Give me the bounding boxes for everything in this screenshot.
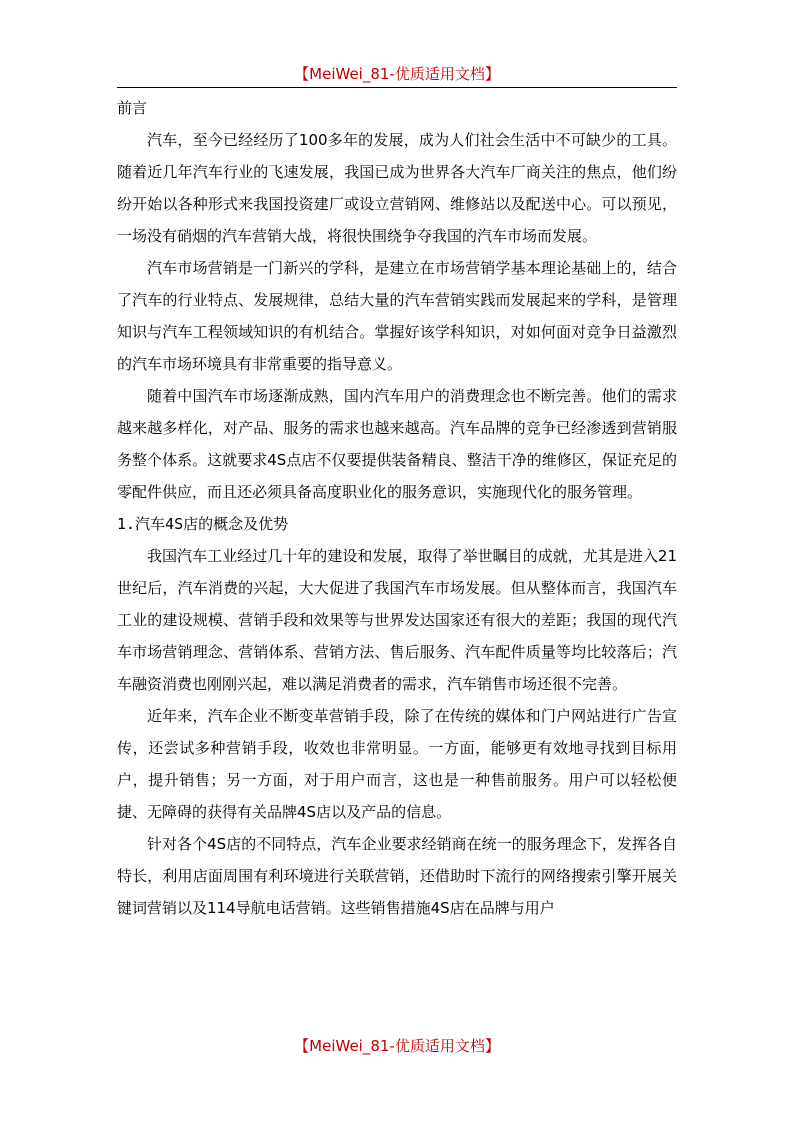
page-footer: 【MeiWei_81-优质适用文档】	[294, 1037, 500, 1055]
header-rule	[117, 87, 677, 88]
document-body	[117, 92, 677, 924]
preface-paragraph-1: 汽车，至今已经经历了100多年的发展，成为人们社会生活中不可缺少的工具。随着近几年汽车行业的飞速发展，我国已成为世界各大汽车厂商关注的焦点，他们纷纷开始以各种形式来我国投资建厂或设立营销网、维修站以及配送中心。可以预见，一场没有硝烟的汽车营销大战，将很快围绕争夺我国的汽车市场而发展。	[117, 131, 677, 245]
section-1-paragraph-2: 近年来，汽车企业不断变革营销手段，除了在传统的媒体和门户网站进行广告宣传，还尝试多种营销手段，收效也非常明显。一方面，能够更有效地寻找到目标用户，提升销售；另一方面，对于用户而言，这也是一种售前服务。用户可以轻松便捷、无障碍的获得有关品牌4S店以及产品的信息。	[117, 707, 677, 821]
section-1-heading: 1.汽车4S店的概念及优势	[117, 515, 289, 533]
section-1-paragraph-1: 我国汽车工业经过几十年的建设和发展，取得了举世瞩目的成就，尤其是进入21世纪后，汽车消费的兴起，大大促进了我国汽车市场发展。但从整体而言，我国汽车工业的建设规模、营销手段和效果等与世界发达国家还有很大的差距；我国的现代汽车市场营销理念、营销体系、营销方法、售后服务、汽车配件质量等均比较落后；汽车融资消费也刚刚兴起，难以满足消费者的需求，汽车销售市场还很不完善。	[117, 547, 677, 693]
section-1-paragraph-3: 针对各个4S店的不同特点，汽车企业要求经销商在统一的服务理念下，发挥各自特长，利用店面周围有利环境进行关联营销，还借助时下流行的网络搜索引擎开展关键词营销以及114导航电话营销。这些销售措施4S店在品牌与用户	[117, 835, 677, 917]
page-header: 【MeiWei_81-优质适用文档】	[294, 65, 500, 83]
preface-title: 前言	[117, 99, 148, 117]
preface-paragraph-3: 随着中国汽车市场逐渐成熟，国内汽车用户的消费理念也不断完善。他们的需求越来越多样化，对产品、服务的需求也越来越高。汽车品牌的竞争已经渗透到营销服务整个体系。这就要求4S点店不仅要提供装备精良、整洁干净的维修区，保证充足的零配件供应，而且还必须具备高度职业化的服务意识，实施现代化的服务管理。	[117, 387, 677, 501]
preface-paragraph-2: 汽车市场营销是一门新兴的学科，是建立在市场营销学基本理论基础上的，结合了汽车的行业特点、发展规律，总结大量的汽车营销实践而发展起来的学科，是管理知识与汽车工程领域知识的有机结合。掌握好该学科知识，对如何面对竞争日益激烈的汽车市场环境具有非常重要的指导意义。	[117, 259, 677, 373]
